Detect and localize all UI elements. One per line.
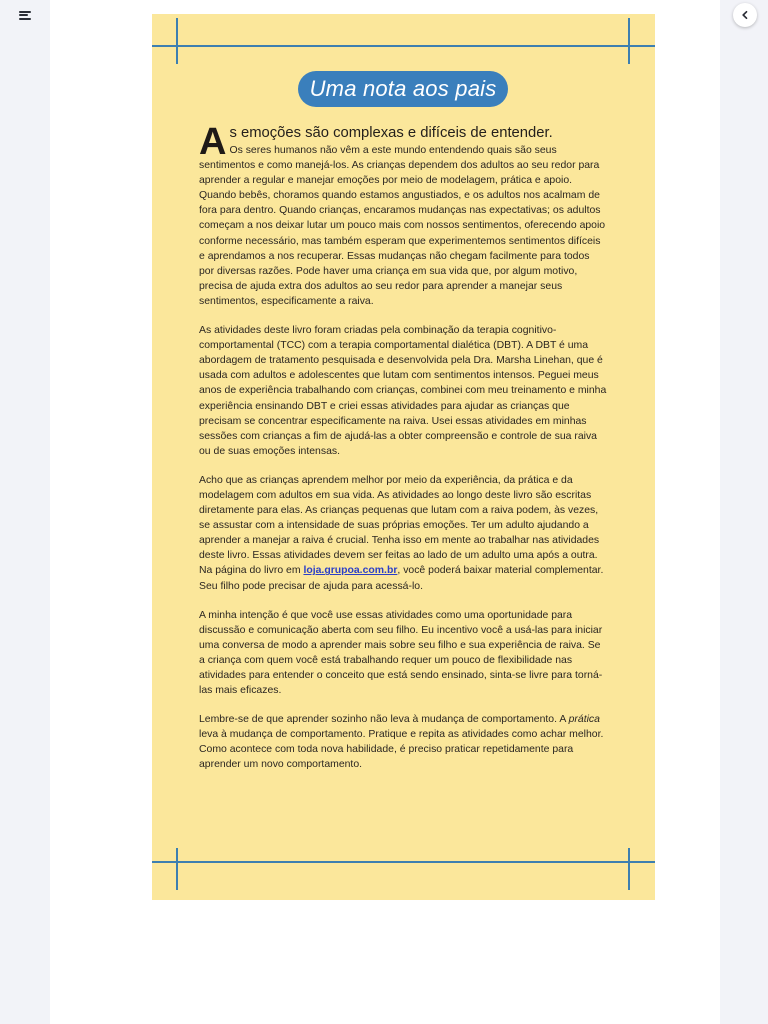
paragraph-3-text-a: Acho que as crianças aprendem melhor por meio da experiência, da prática e da modelagem com adultos em sua vida. As atividades ao longo deste livro são escritas diretamente para elas. As crianças pequenas que lutam com a raiva podem, às vezes, se assustar com a intensidade de suas próprias emoções. Ter um adulto ajudando a aprender a manejar a raiva é crucial. Tenha isso em mente ao trabalhar nas atividades deste livro. Essas atividades devem ser feitas ao lado de um adulto uma após a outra. Na página do livro em <box>199 474 600 577</box>
frame-bottom-line <box>152 861 655 863</box>
chevron-left-icon <box>740 10 750 20</box>
document-page <box>152 14 655 900</box>
paragraph-5-emphasis: prática <box>568 714 600 726</box>
frame-bottom-left-tick <box>176 848 178 890</box>
lead-sentence: s emoções são complexas e difíceis de entender. <box>229 125 553 141</box>
paragraph-3-text-b: , você poderá baixar material complementar. Seu filho pode precisar de ajuda para acessá-lo. <box>199 565 604 592</box>
frame-top-left-tick <box>176 18 178 64</box>
menu-button[interactable] <box>12 6 38 24</box>
frame-top-line <box>152 45 655 47</box>
document-viewer[interactable] <box>50 0 720 1024</box>
page-title: Uma nota aos pais <box>298 71 508 107</box>
body-text <box>199 123 607 787</box>
website-link[interactable]: loja.grupoa.com.br <box>303 565 398 577</box>
collapse-panel-button[interactable] <box>733 3 757 27</box>
hamburger-menu-icon <box>19 11 31 20</box>
paragraph-5 <box>199 712 607 772</box>
frame-top-right-tick <box>628 18 630 64</box>
paragraph-1-text: Os seres humanos não vêm a este mundo entendendo quais são seus sentimentos e como manejá-los. As crianças dependem dos adultos ao seu redor para aprender a regular e manejar emoções por meio de modelagem, prática e apoio. Quando bebês, choramos quando estamos angustiados, e os adultos nos acalmam de fora para dentro. Quando crianças, encaramos mudanças nas expectativas; os adultos começam a nos deixar lutar um pouco mais com nossos sentimentos, oferecendo apoio conforme necessário, mas também esperam que experimentemos sentimentos difíceis e aprendamos a nos recuperar. Essas mudanças não chegam facilmente para todos por diversas razões. Pode haver uma criança em sua vida que, por algum motivo, precisa de ajuda extra dos adultos ao seu redor para aprender a manejar seus sentimentos, especificamente a raiva. <box>199 145 606 307</box>
paragraph-5-text-b: leva à mudança de comportamento. Pratique e repita as atividades como achar melhor. Como acontece com toda nova habilidade, é preciso praticar repetidamente para aprender um novo comportamento. <box>199 729 604 771</box>
paragraph-3 <box>199 473 607 594</box>
paragraph-1 <box>199 123 607 309</box>
dropcap-letter: A <box>199 121 227 163</box>
frame-bottom-right-tick <box>628 848 630 890</box>
paragraph-5-text-a: Lembre-se de que aprender sozinho não leva à mudança de comportamento. A <box>199 714 569 726</box>
paragraph-2: As atividades deste livro foram criadas pela combinação da terapia cognitivo-comportamental (TCC) com a terapia comportamental dialética (DBT). A DBT é uma abordagem de tratamento pesquisada e desenvolvida pela Dra. Marsha Linehan, que é usada com adultos e adolescentes que lutam com sentimentos intensos. Peguei meus anos de experiência trabalhando com crianças, combinei com meu treinamento e minha experiência ensinando DBT e criei essas atividades para ajudar as crianças que precisam se concentrar especificamente na raiva. Usei essas atividades em minhas sessões com crianças a fim de ajudá-las a obter compreensão e controle de sua raiva ou de suas emoções intensas. <box>199 325 607 457</box>
paragraph-4: A minha intenção é que você use essas atividades como uma oportunidade para discussão e comunicação aberta com seu filho. Eu incentivo você a usá-las para iniciar uma conversa de modo a aprender mais sobre seu filho e sua experiência de raiva. Se a criança com quem você está trabalhando requer um pouco de flexibilidade nas atividades para entender o conceito que está sendo ensinado, sinta-se livre para torná-las mais eficazes. <box>199 609 603 697</box>
